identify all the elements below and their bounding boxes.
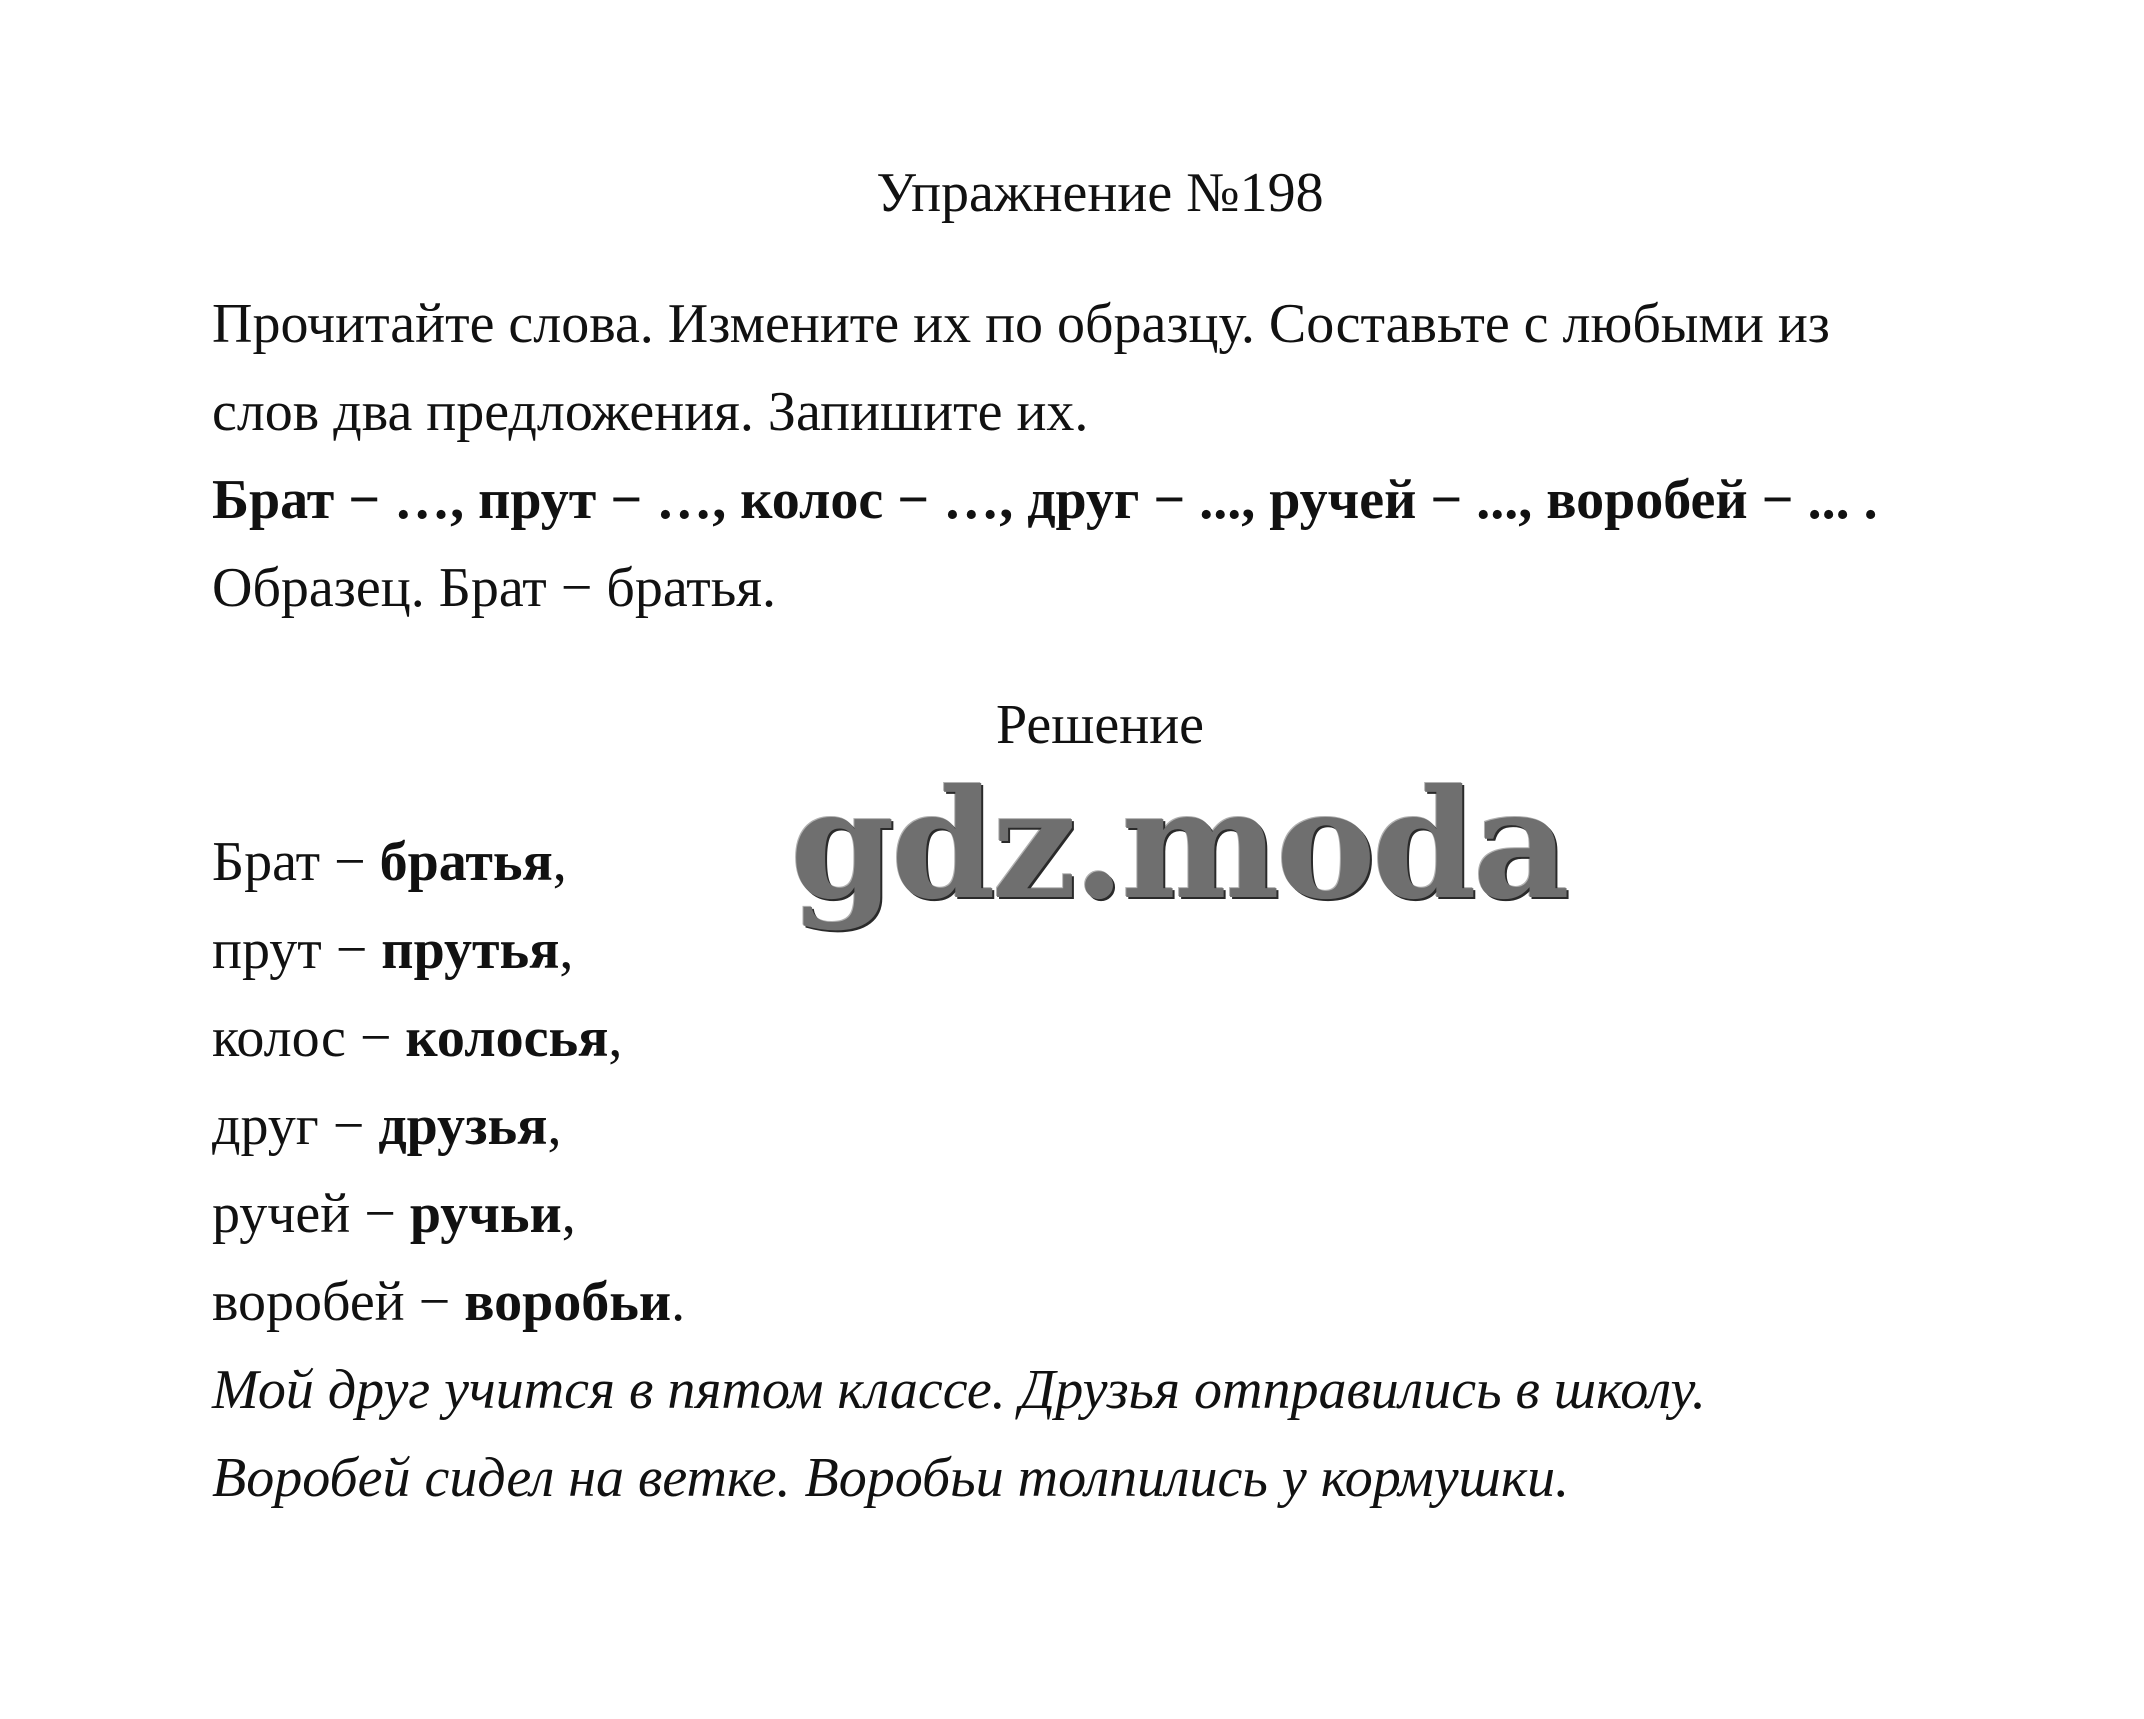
answer-form: колосья: [405, 1007, 609, 1069]
sentence-1: Мой друг учится в пятом классе. Друзья отправились в школу.: [212, 1359, 1706, 1421]
answer-punct: ,: [547, 1095, 562, 1157]
answer-form: воробьи: [464, 1271, 672, 1333]
answer-row: [212, 994, 2062, 1082]
answer-punct: ,: [552, 831, 567, 893]
instruction-line-1: Прочитайте слова. Измените их по образцу. Составьте с любыми из: [212, 293, 1830, 355]
answer-form: прутья: [381, 919, 560, 981]
watermark-logo: gdz.moda: [790, 757, 1567, 933]
answer-punct: ,: [608, 1007, 623, 1069]
instruction-line-2: слов два предложения. Запишите их.: [212, 381, 1089, 443]
answer-row: [212, 1082, 2062, 1170]
answer-punct: ,: [559, 919, 574, 981]
answer-row: [212, 1258, 2062, 1346]
words-line: Брат − …, прут − …, колос − …, друг − ..., ручей − ..., воробей − ... .: [212, 469, 1878, 531]
answer-word: колос −: [212, 1007, 406, 1069]
answer-punct: ,: [561, 1183, 576, 1245]
solution-title: Решение: [995, 694, 1205, 756]
example-sentences: [212, 1346, 2062, 1522]
answer-word: Брат −: [212, 831, 380, 893]
answer-form: братья: [379, 831, 553, 893]
answer-word: друг −: [212, 1095, 379, 1157]
answer-form: ручьи: [409, 1183, 562, 1245]
exercise-task: [212, 280, 2062, 632]
answer-word: ручей −: [212, 1183, 410, 1245]
answer-row: [212, 1170, 2062, 1258]
answer-word: прут −: [212, 919, 382, 981]
sample-line: Образец. Брат − братья.: [212, 557, 777, 619]
sentence-2: Воробей сидел на ветке. Воробьи толпились у кормушки.: [212, 1447, 1570, 1509]
answer-form: друзья: [378, 1095, 548, 1157]
exercise-title: Упражнение №198: [876, 162, 1324, 224]
answer-word: воробей −: [212, 1271, 465, 1333]
answer-punct: .: [671, 1271, 686, 1333]
